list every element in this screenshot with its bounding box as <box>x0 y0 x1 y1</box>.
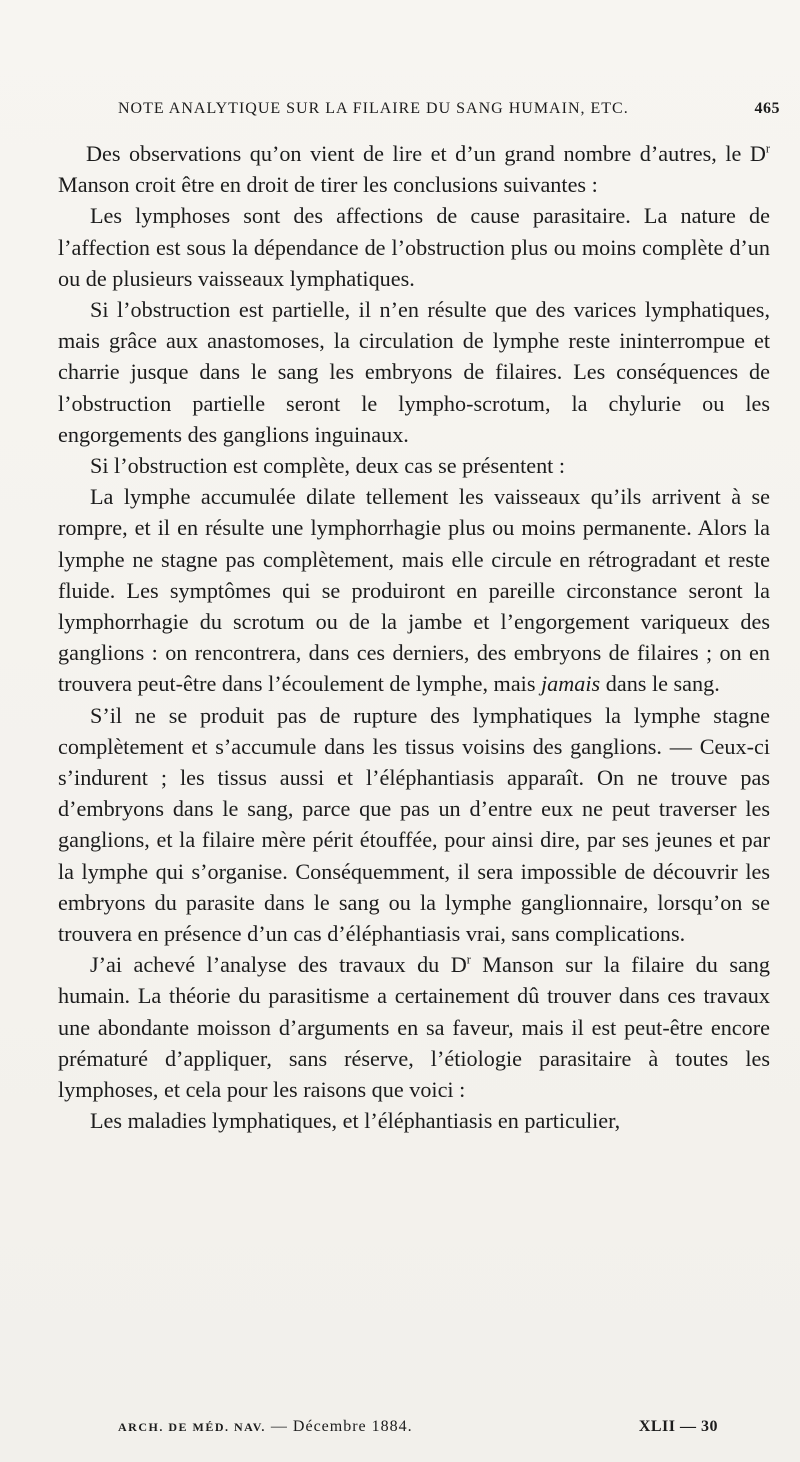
journal-abbrev: ARCH. DE MÉD. NAV. <box>118 1420 266 1434</box>
paragraph-8: Les maladies lymphatiques, et l’éléphantiasis en particulier, <box>90 1108 621 1134</box>
paragraph-4: Si l’obstruction est complète, deux cas se présentent : <box>90 453 566 479</box>
signature-mark: XLII — 30 <box>638 1418 718 1435</box>
paragraph-3: Si l’obstruction est partielle, il n’en résulte que des varices lymphatiques, mais grâce aux anastomoses, la circulation de lymphe reste ininterrompue et charrie jusque dans le sang les embryons de filaires. Les conséquences de l’obstruction partielle seront le lympho-scrotum, la chylurie ou les engorgements des ganglions inguinaux. <box>58 297 770 447</box>
paragraph-1: Des observations qu’on vient de lire et d’un grand nombre d’autres, le $D^r$ Manson croit être en droit de tirer les conclusions suivantes : <box>58 141 770 198</box>
paragraph-2: Les lymphoses sont des affections de cause parasitaire. La nature de l’affection est sous la dépendance de l’obstruction plus ou moins complète d’un ou de plusieurs vaisseaux lymphatiques. <box>58 203 770 291</box>
journal-date: — Décembre 1884. <box>270 1418 413 1435</box>
paragraph-5: La lymphe accumulée dilate tellement les vaisseaux qu’ils arrivent à se rompre, et il en résulte une lymphorrhagie plus ou moins permanente. Alors la lymphe ne stagne pas complètement, mais elle circule en rétrogradant et reste fluide. Les symptômes qui se produiront en pareille circonstance seront la lymphorrhagie du scrotum ou de la jambe et l’engorgement variqueux des ganglions : on rencontrera, dans ces derniers, des embryons de filaires ; on en trouvera peut-être dans l’écoulement de lymphe, mais jamais dans le sang. <box>58 484 770 697</box>
emphasis-jamais: jamais <box>541 671 601 697</box>
running-header <box>60 100 780 118</box>
page-number: 465 <box>754 100 780 117</box>
running-title: NOTE ANALYTIQUE SUR LA FILAIRE DU SANG HUMAIN, ETC. <box>118 100 629 117</box>
journal-reference <box>118 1418 413 1436</box>
page-footer <box>118 1418 718 1436</box>
paragraph-7: J’ai achevé l’analyse des travaux du $D^r$ Manson sur la filaire du sang humain. La théorie du parasitisme a certainement dû trouver dans ces travaux une abondante moisson d’arguments en sa faveur, mais il est peut-être encore prématuré d’appliquer, sans réserve, l’étiologie parasitaire à toutes les lymphoses, et cela pour les raisons que voici : <box>58 952 770 1103</box>
body-text <box>58 138 770 1137</box>
paragraph-6: S’il ne se produit pas de rupture des lymphatiques la lymphe stagne complètement et s’accumule dans les tissus voisins des ganglions. — Ceux-ci s’indurent ; les tissus aussi et l’éléphantiasis apparaît. On ne trouve pas d’embryons dans le sang, parce que pas un d’entre eux ne peut traverser les ganglions, et la filaire mère périt étouffée, pour ainsi dire, par ses jeunes et par la lymphe qui s’organise. Conséquemment, il sera impossible de découvrir les embryons du parasite dans le sang ou la lymphe ganglionnaire, lorsqu’on se trouvera en présence d’un cas d’éléphantiasis vrai, sans complications. <box>58 702 770 947</box>
